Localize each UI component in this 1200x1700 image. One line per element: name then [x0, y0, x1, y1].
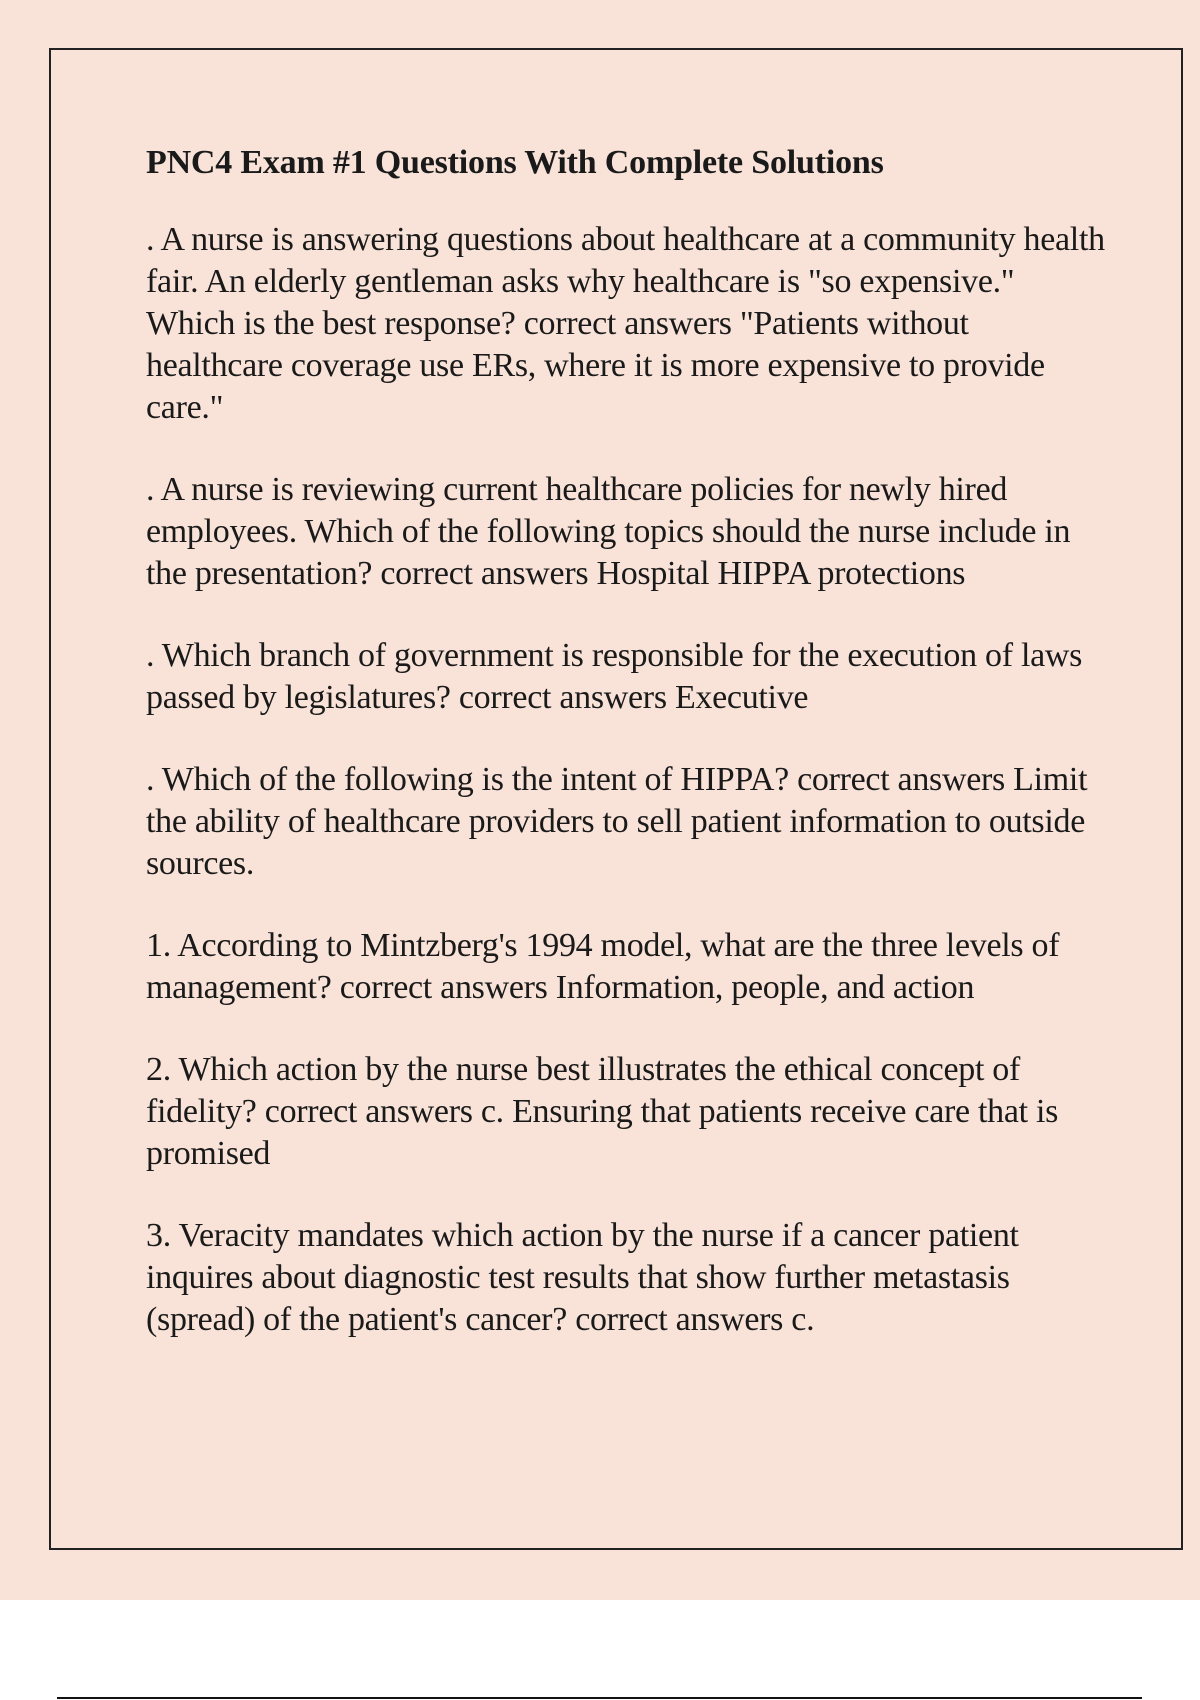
question-item: . A nurse is answering questions about healthcare at a community health fair. An elderly gentleman asks why healthcare is "so expensive." Which is the best response? correct answers "Patients without healthcare coverage use ERs, where it is more expensive to provide care.": [146, 221, 1105, 426]
document-body: [146, 143, 1106, 1381]
bottom-divider: [57, 1697, 1142, 1699]
question-item: 1. According to Mintzberg's 1994 model, what are the three levels of management? correct answers Information, people, and action: [146, 927, 1060, 1006]
question-item: 3. Veracity mandates which action by the nurse if a cancer patient inquires about diagnostic test results that show further metastasis (spread) of the patient's cancer? correct answers c.: [146, 1217, 1019, 1338]
question-item: . Which of the following is the intent of HIPPA? correct answers Limit the ability of healthcare providers to sell patient information to outside sources.: [146, 761, 1088, 882]
document-title: PNC4 Exam #1 Questions With Complete Solutions: [146, 144, 884, 181]
question-item: . Which branch of government is responsible for the execution of laws passed by legislatures? correct answers Executive: [146, 637, 1083, 716]
question-item: . A nurse is reviewing current healthcare policies for newly hired employees. Which of the following topics should the nurse include in the presentation? correct answers Hospital HIPPA protections: [146, 471, 1071, 592]
question-item: 2. Which action by the nurse best illustrates the ethical concept of fidelity? correct answers c. Ensuring that patients receive care that is promised: [146, 1051, 1059, 1172]
